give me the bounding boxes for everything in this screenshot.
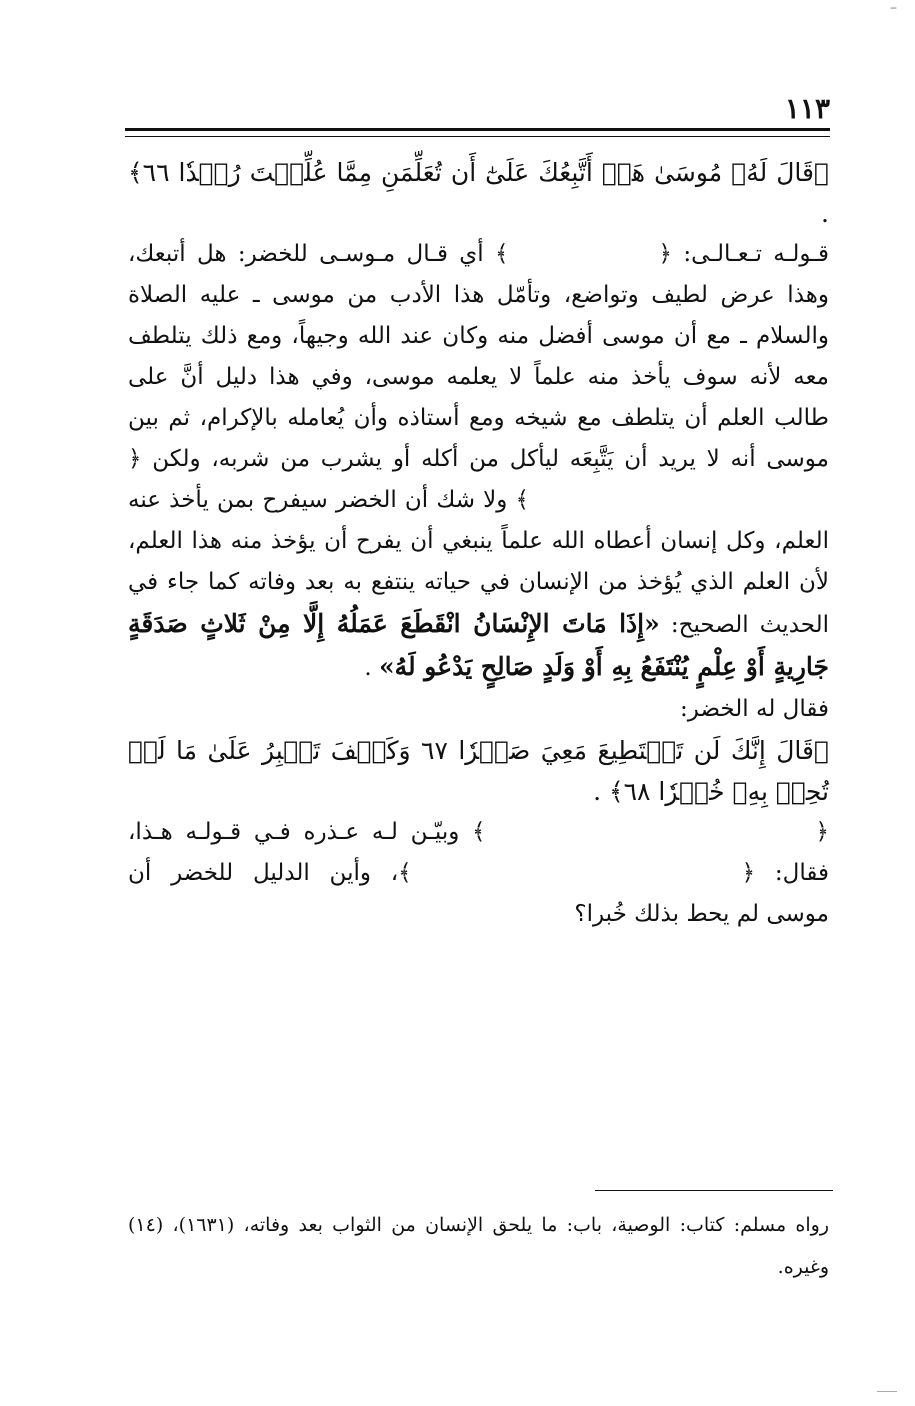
excuse-line2: ﴾، وأين الدليل للخضر (171, 860, 412, 886)
commentary-body: للخضر: هل أتبعك، وهذا عرض لطيف وتواضع، وتأمّل هذا الأدب من موسى ـ عليه الصلاة والسلام ـ مع أن موسى أفضل منه وكان عند الله وجيهاً، ومع ذلك يتلطف معه لأنه سوف يأخذ منه علماً لا يعلمه موسى، وفي هذا دليل أنَّ على طالب العلم أن يتلطف مع شيخه ومع أستاذه وأن يُعامله بالإكرام، ثم بين موسى أنه لا يريد أن يَتَّبِعَه ليأكل من أكله أو يشرب من شربه، ولكن (128, 241, 830, 472)
main-text (128, 152, 829, 935)
commentary-continued: يأخذ عنه العلم، وكل إنسان أعطاه الله علماً ينبغي أن يفرح أن يؤخذ منه هذا العلم، لأن العلم الذي يُؤخذ من الإنسان في حياته ينتفع به بعد وفاته كما جاء في الحديث الصحيح: (128, 487, 830, 638)
page-number: ١١٣ (784, 92, 830, 125)
commentary-quote-open: ﴿ (128, 446, 142, 472)
footnote: رواه مسلم: كتاب: الوصية، باب: ما يلحق الإنسان من الثواب بعد وفاته، (١٦٣١)، (١٤) وغيره. (128, 1214, 829, 1278)
hadith-quote: «إِذَا مَاتَ الإِنْسَانُ انْقَطَعَ عَمَلُهُ إِلَّا مِنْ ثَلاثٍ صَدَقَةٍ جَارِيةٍ أَوْ عِلْمٍ يُنْتَفَعُ بِهِ أَوْ وَلَدٍ صَالِحٍ يَدْعُو لَهُ» (128, 609, 829, 681)
commentary-quote-end: ﴾ ولا شك أن الخضر سيفرح بمن (217, 487, 529, 513)
commentary-intro: قـولـه تـعـالـى: ﴿ (658, 241, 830, 267)
header-rule-thick (125, 128, 830, 131)
excuse-line1: ﴾ وبيّـن لـه عـذره فـي قـولـه هـذا، (128, 819, 486, 845)
excuse-open: ﴿ (815, 819, 829, 845)
quran-verse-66: ﴿قَالَ لَهُۥ مُوسَىٰ هَلۡ أَتَّبِعُكَ عَلَىٰٓ أَن تُعَلِّمَنِ مِمَّا عُلِّمۡتَ رُشۡدٗا ٦٦﴾ . (128, 158, 829, 228)
commentary-intro-end: ﴾ أي قـال مـوسـى (319, 241, 509, 267)
quran-verse-67-68: ﴿قَالَ إِنَّكَ لَن تَسۡتَطِيعَ مَعِيَ صَبۡرٗا ٦٧ وَكَيۡفَ تَصۡبِرُ عَلَىٰ مَا لَمۡ تُحِطۡ بِهِۦ خُبۡرٗا ٦٨﴾ . (128, 736, 829, 806)
footnote-rule (595, 1190, 833, 1191)
paragraph-commentary (128, 234, 829, 689)
header-rule-thin (125, 136, 830, 137)
paragraph-excuse (128, 812, 829, 935)
hadith-end: . (364, 655, 372, 681)
excuse-said: فقال: ﴿ (741, 860, 830, 886)
paragraph-khidr-said: فقال له الخضر: (680, 696, 829, 722)
corner-mark: – (890, 0, 897, 16)
bottom-mark (877, 1391, 897, 1392)
excuse-line3: أن موسى لم يحط بذلك خُبرا؟ (128, 860, 829, 927)
page-header (125, 92, 830, 124)
